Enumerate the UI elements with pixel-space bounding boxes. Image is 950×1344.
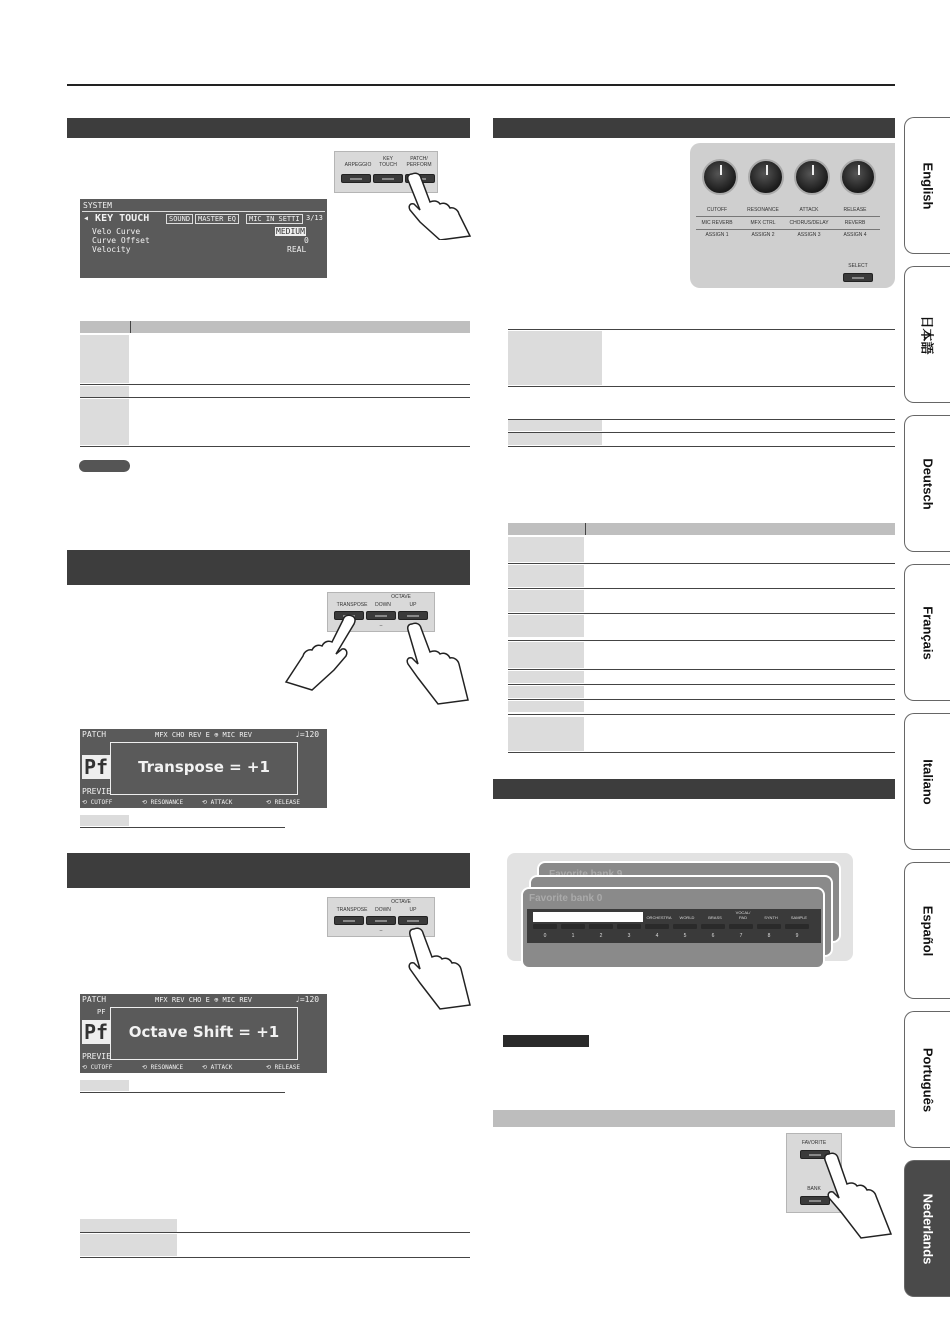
table-row-line [508, 714, 895, 715]
param-value-velo-curve[interactable]: MEDIUM [276, 227, 305, 236]
table-row-label-cell [508, 642, 584, 668]
octave-up-button[interactable] [398, 916, 428, 925]
table-row-label-cell [508, 565, 584, 587]
tab-francais[interactable] [904, 564, 950, 701]
top-rule [67, 84, 895, 86]
table-row-label-cell [508, 433, 602, 445]
table-row-line [508, 640, 895, 641]
knob-attack-label: ⟲ ATTACK [202, 799, 233, 806]
page-indicator: 3/13 [306, 214, 323, 222]
param-name-velocity: Velocity [92, 245, 131, 254]
octave-down-button[interactable] [366, 611, 396, 620]
table-row-label-cell [80, 386, 129, 397]
section-bar-key-touch [67, 118, 470, 138]
down-label: DOWN [375, 602, 391, 608]
preview-label: PREVIE [82, 1052, 111, 1061]
patch-category-pf: Pf [84, 1020, 109, 1044]
favorite-label: FAVORITE [801, 1140, 827, 1146]
param-value-velocity[interactable]: REAL [287, 245, 307, 254]
table-row-label-cell [508, 671, 584, 683]
knob-attack[interactable] [794, 159, 830, 195]
pointing-hand-icon [390, 170, 480, 240]
tempo-readout: ♩=120 [295, 995, 320, 1004]
table-row-line [80, 446, 470, 447]
tab-label: English [920, 162, 935, 209]
assign3-label: ASSIGN 3 [797, 232, 821, 238]
fx-status [155, 996, 252, 1004]
panel-divider [696, 229, 880, 230]
octave-label: OCTAVE [391, 899, 411, 905]
fx-rev: REV [171, 996, 185, 1004]
fx-mfx: MFX [155, 996, 168, 1004]
up-label: UP [409, 602, 417, 608]
section-bar-octave-shift [67, 853, 470, 888]
fx-rev: REV [188, 731, 202, 739]
knob-release-label: ⟲ RELEASE [266, 1064, 300, 1071]
table-row-line [508, 563, 895, 564]
table-row-label-cell [508, 331, 602, 385]
brass-label: BRASS [708, 915, 722, 920]
table-row-label-cell [80, 1080, 129, 1091]
tab-japanese[interactable] [904, 266, 950, 403]
knob-label-text: ATTACK [210, 799, 233, 806]
number-button-2[interactable] [589, 924, 613, 929]
highlight-strip [533, 912, 643, 922]
number-label-6: 6 [711, 933, 715, 939]
number-label-4: 4 [655, 933, 659, 939]
fx-mic-rev: REV [239, 731, 253, 739]
fx-symbol: ⊕ [214, 996, 219, 1004]
number-label-0: 0 [543, 933, 547, 939]
fx-cho: CHO [171, 731, 185, 739]
assign1-label: ASSIGN 1 [705, 232, 729, 238]
octave-lcd-screen [80, 994, 327, 1073]
fx-mic: MIC [222, 731, 236, 739]
favorite-bank-0-label: Favorite bank 0 [529, 893, 603, 904]
patch-perform-label: PATCH/ PERFORM [406, 156, 432, 168]
knob-resonance[interactable] [748, 159, 784, 195]
assign2-label: ASSIGN 2 [751, 232, 775, 238]
table-row-label-cell [80, 815, 129, 826]
table-header [80, 321, 470, 333]
knob-label-text: RESONANCE [150, 799, 184, 806]
table-row-label-cell [508, 615, 584, 637]
transpose-button[interactable] [334, 916, 364, 925]
table-row-line [80, 1232, 470, 1233]
table-row-line [508, 386, 895, 387]
system-lcd-screen [80, 199, 327, 278]
minus-label: – [379, 928, 383, 934]
tab-label: Nederlands [920, 1193, 935, 1264]
bank-label: BANK [807, 1186, 821, 1192]
tempo-readout: ♩=120 [295, 730, 320, 739]
orchestra-label: ORCHESTRA [646, 915, 672, 920]
table-row-line [80, 384, 470, 385]
table-row-label-cell [80, 1219, 177, 1232]
number-button-6[interactable] [701, 924, 725, 929]
patch-category-pf: Pf [84, 755, 109, 779]
number-label-7: 7 [739, 933, 743, 939]
section-bar-favorite-bank [493, 1110, 895, 1127]
knob-release[interactable] [840, 159, 876, 195]
favorite-bank-card-front [521, 887, 825, 969]
transpose-label: TRANSPOSE [336, 907, 368, 913]
section-bar-favorite [493, 779, 895, 799]
octave-popup-text: Octave Shift = +1 [128, 1023, 280, 1041]
octave-label: OCTAVE [391, 594, 411, 600]
number-label-2: 2 [599, 933, 603, 939]
table-row-label-cell [508, 686, 584, 698]
knob-resonance-label: ⟲ RESONANCE [142, 799, 184, 806]
knob-attack-label: ⟲ ATTACK [202, 1064, 233, 1071]
table-row-label-cell [80, 335, 129, 383]
number-button-7[interactable] [729, 924, 753, 929]
section-bar-knobs [493, 118, 895, 138]
tab-mic-in-setting[interactable]: MIC IN SETTI [246, 214, 303, 224]
table-col-divider [130, 321, 131, 333]
octave-popup [110, 1007, 298, 1060]
fx-e: E [205, 996, 210, 1004]
memo-badge [79, 460, 130, 472]
tab-label: Deutsch [920, 457, 935, 510]
lcd-divider [82, 211, 325, 212]
table-row-label-cell [508, 701, 584, 712]
param-name-velo-curve: Velo Curve [92, 227, 141, 236]
pointing-hand-icon [392, 925, 472, 1010]
tab-espanol[interactable] [904, 862, 950, 999]
number-label-3: 3 [627, 933, 631, 939]
knob-label-text: RELEASE [274, 1064, 300, 1071]
table-row-label-cell [508, 717, 584, 751]
number-label-5: 5 [683, 933, 687, 939]
fx-mic: MIC [222, 996, 236, 1004]
tab-label: Italiano [920, 758, 935, 805]
table-row-line [508, 419, 895, 420]
sample-label: SAMPLE [790, 915, 808, 920]
param-name-curve-offset: Curve Offset [92, 236, 150, 245]
patch-small-label: PF [97, 1008, 106, 1016]
table-row-line [508, 446, 895, 447]
reverb-label: REVERB [844, 220, 866, 226]
attack-label: ATTACK [799, 207, 819, 213]
number-buttons-strip [527, 909, 821, 943]
release-label: RELEASE [843, 207, 867, 213]
number-button-1[interactable] [561, 924, 585, 929]
fx-status [155, 731, 252, 739]
tab-nederlands[interactable] [904, 1160, 950, 1297]
note-badge [503, 1035, 589, 1047]
number-button-3[interactable] [617, 924, 641, 929]
number-label-1: 1 [571, 933, 575, 939]
knob-cutoff-label: ⟲ CUTOFF [82, 1064, 113, 1071]
patch-label: PATCH [82, 995, 107, 1004]
keytouch-label: KEY TOUCH [379, 156, 397, 168]
number-button-4[interactable] [645, 924, 669, 929]
knob-cutoff[interactable] [702, 159, 738, 195]
transpose-popup-text: Transpose = +1 [138, 758, 270, 776]
tab-key-touch[interactable]: ◂ KEY TOUCH [83, 213, 150, 224]
table-row-label-cell [508, 590, 584, 612]
tab-sound[interactable]: SOUND [166, 214, 193, 224]
tab-master-eq[interactable]: MASTER EQ [195, 214, 239, 224]
section-bar-transpose [67, 550, 470, 585]
pointing-hand-icon [390, 620, 470, 705]
knob-cutoff-label: ⟲ CUTOFF [82, 799, 113, 806]
table-row-line [508, 669, 895, 670]
table-row-line [508, 588, 895, 589]
knob-resonance-label: ⟲ RESONANCE [142, 1064, 184, 1071]
knob-label-text: CUTOFF [90, 799, 113, 806]
number-label-9: 9 [795, 933, 799, 939]
up-label: UP [409, 907, 417, 913]
transpose-lcd-screen [80, 729, 327, 808]
table-row-line [508, 752, 895, 753]
select-button[interactable] [843, 273, 873, 282]
number-button-5[interactable] [673, 924, 697, 929]
table-header [508, 523, 895, 535]
tab-label: Português [920, 1047, 935, 1112]
octave-up-button[interactable] [398, 611, 428, 620]
fx-e: E [205, 731, 210, 739]
transpose-popup [110, 742, 298, 795]
tab-label: Français [920, 605, 935, 660]
arpeggio-label: ARPEGGIO [344, 162, 372, 168]
transpose-label: TRANSPOSE [336, 602, 368, 608]
synth-label: SYNTH [764, 915, 778, 920]
fx-mfx: MFX [155, 731, 168, 739]
knob-label-text: RELEASE [274, 799, 300, 806]
fx-symbol: ⊕ [214, 731, 219, 739]
arpeggio-button[interactable] [341, 174, 371, 183]
tab-english[interactable] [904, 117, 950, 254]
number-button-9[interactable] [785, 924, 809, 929]
system-title: SYSTEM [83, 201, 112, 210]
minus-label: – [379, 623, 383, 629]
preview-label: PREVIE [82, 787, 111, 796]
mfx-ctrl-label: MFX CTRL [750, 220, 776, 226]
vocal-pad-label: VOCAL/ PAD [735, 910, 751, 920]
table-row-line [508, 329, 895, 330]
table-row-line [508, 699, 895, 700]
number-label-8: 8 [767, 933, 771, 939]
pointing-hand-icon [815, 1150, 895, 1240]
cutoff-label: CUTOFF [706, 207, 728, 213]
tab-key-touch-label: KEY TOUCH [95, 213, 150, 224]
favorite-illustration [507, 853, 853, 961]
knob-panel [690, 143, 895, 288]
table-row-label-cell [508, 420, 602, 431]
table-row-label-cell [80, 399, 129, 445]
table-row-line [508, 684, 895, 685]
world-label: WORLD [679, 915, 695, 920]
param-value-curve-offset[interactable]: 0 [304, 236, 309, 245]
patch-label: PATCH [82, 730, 107, 739]
mic-reverb-label: MIC REVERB [701, 220, 733, 226]
table-row-line [80, 1257, 470, 1258]
knob-label-text: CUTOFF [90, 1064, 113, 1071]
down-label: DOWN [375, 907, 391, 913]
panel-divider [696, 216, 880, 217]
knob-release-label: ⟲ RELEASE [266, 799, 300, 806]
number-button-0[interactable] [533, 924, 557, 929]
table-col-divider [585, 523, 586, 535]
tab-label: 日本語 [919, 314, 934, 355]
tab-label: Español [920, 905, 935, 956]
tab-deutsch[interactable] [904, 415, 950, 552]
octave-down-button[interactable] [366, 916, 396, 925]
select-label: SELECT [848, 263, 868, 269]
knob-label-text: RESONANCE [150, 1064, 184, 1071]
chorus-delay-label: CHORUS/DELAY [789, 220, 829, 226]
table-row-line [80, 827, 285, 828]
assign4-label: ASSIGN 4 [843, 232, 867, 238]
pointing-hand-icon [282, 612, 362, 692]
resonance-label: RESONANCE [747, 207, 779, 213]
tab-portugues[interactable] [904, 1011, 950, 1148]
number-button-8[interactable] [757, 924, 781, 929]
tab-italiano[interactable] [904, 713, 950, 850]
table-row-line [508, 613, 895, 614]
table-row-label-cell [508, 537, 584, 562]
fx-mic-rev: REV [239, 996, 253, 1004]
fx-cho: CHO [188, 996, 202, 1004]
table-row-line [80, 397, 470, 398]
knob-label-text: ATTACK [210, 1064, 233, 1071]
table-row-label-cell [80, 1234, 177, 1256]
table-row-line [80, 1092, 285, 1093]
